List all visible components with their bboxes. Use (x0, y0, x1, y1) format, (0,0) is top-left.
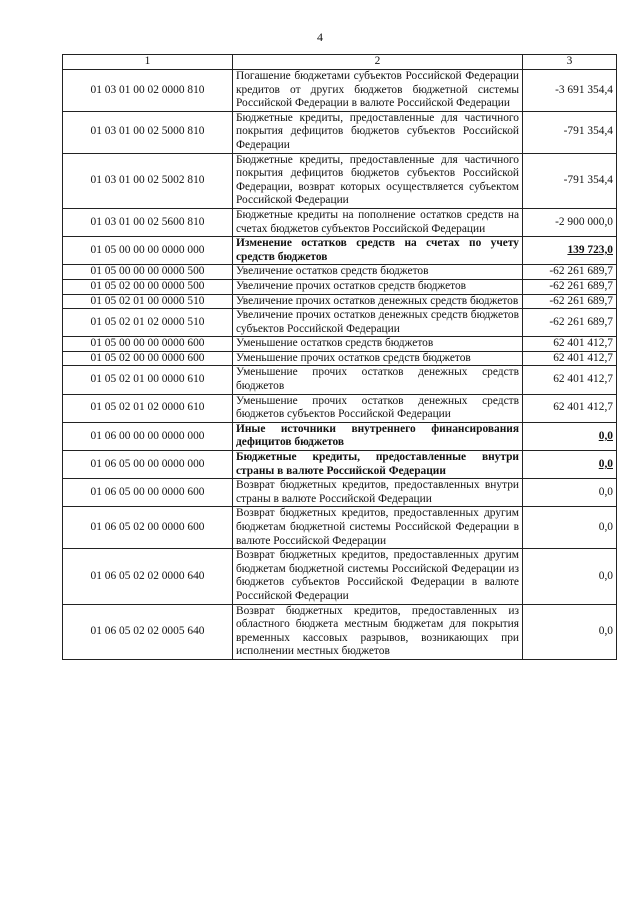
name-cell: Уменьшение прочих остатков денежных средств бюджетов (233, 366, 523, 394)
column-header-code: 1 (63, 55, 233, 70)
table-row (63, 265, 617, 280)
code-cell: 01 05 02 00 00 0000 600 (63, 351, 233, 366)
name-cell: Бюджетные кредиты, предоставленные для частичного покрытия дефицитов бюджетов субъектов Российской Федерации (233, 111, 523, 153)
code-cell: 01 05 02 01 02 0000 610 (63, 394, 233, 422)
amount-cell: 62 401 412,7 (523, 366, 617, 394)
code-cell: 01 06 00 00 00 0000 000 (63, 422, 233, 450)
table-row (63, 507, 617, 549)
name-cell: Возврат бюджетных кредитов, предоставленных из областного бюджета местным бюджетам для покрытия временных кассовых разрывов, возникающих при исполнении местных бюджетов (233, 604, 523, 659)
amount-cell: -62 261 689,7 (523, 265, 617, 280)
amount-cell: -2 900 000,0 (523, 208, 617, 236)
name-cell: Увеличение остатков средств бюджетов (233, 265, 523, 280)
code-cell: 01 05 02 01 00 0000 610 (63, 366, 233, 394)
table-row (63, 309, 617, 337)
code-cell: 01 03 01 00 02 5600 810 (63, 208, 233, 236)
code-cell: 01 06 05 00 00 0000 600 (63, 479, 233, 507)
table-row (63, 208, 617, 236)
amount-cell: 0,0 (523, 451, 617, 479)
table-row (63, 351, 617, 366)
name-cell: Бюджетные кредиты, предоставленные внутри страны в валюте Российской Федерации (233, 451, 523, 479)
amount-cell: 0,0 (523, 479, 617, 507)
table-row (63, 279, 617, 294)
table-row (63, 549, 617, 604)
amount-cell: 62 401 412,7 (523, 337, 617, 352)
name-cell: Возврат бюджетных кредитов, предоставленных другим бюджетам бюджетной системы Российской Федерации из бюджетов субъектов Российской Федерации в валюте Российской Федерации (233, 549, 523, 604)
table-row (63, 479, 617, 507)
table-row (63, 294, 617, 309)
amount-cell: -791 354,4 (523, 111, 617, 153)
code-cell: 01 06 05 00 00 0000 000 (63, 451, 233, 479)
table-row (63, 604, 617, 659)
code-cell: 01 06 05 02 02 0000 640 (63, 549, 233, 604)
name-cell: Погашение бюджетами субъектов Российской Федерации кредитов от других бюджетов бюджетной системы Российской Федерации в валюте Российской Федерации (233, 70, 523, 112)
table-row (63, 422, 617, 450)
amount-cell: -3 691 354,4 (523, 70, 617, 112)
code-cell: 01 05 02 00 00 0000 500 (63, 279, 233, 294)
amount-cell: -62 261 689,7 (523, 309, 617, 337)
amount-cell: 139 723,0 (523, 237, 617, 265)
amount-cell: 0,0 (523, 507, 617, 549)
table-header-row (63, 55, 617, 70)
amount-cell: -62 261 689,7 (523, 279, 617, 294)
table-row (63, 366, 617, 394)
amount-cell: 0,0 (523, 604, 617, 659)
name-cell: Увеличение прочих остатков денежных средств бюджетов субъектов Российской Федерации (233, 309, 523, 337)
table-row (63, 111, 617, 153)
name-cell: Уменьшение прочих остатков средств бюджетов (233, 351, 523, 366)
budget-sources-table (62, 54, 617, 660)
name-cell: Увеличение прочих остатков средств бюджетов (233, 279, 523, 294)
name-cell: Иные источники внутреннего финансирования дефицитов бюджетов (233, 422, 523, 450)
name-cell: Уменьшение прочих остатков денежных средств бюджетов субъектов Российской Федерации (233, 394, 523, 422)
code-cell: 01 03 01 00 02 0000 810 (63, 70, 233, 112)
code-cell: 01 06 05 02 02 0005 640 (63, 604, 233, 659)
code-cell: 01 05 00 00 00 0000 600 (63, 337, 233, 352)
code-cell: 01 05 00 00 00 0000 000 (63, 237, 233, 265)
table-row (63, 394, 617, 422)
amount-cell: 0,0 (523, 549, 617, 604)
name-cell: Возврат бюджетных кредитов, предоставленных внутри страны в валюте Российской Федерации (233, 479, 523, 507)
amount-cell: 0,0 (523, 422, 617, 450)
code-cell: 01 05 00 00 00 0000 500 (63, 265, 233, 280)
page-number: 4 (317, 30, 323, 44)
table-row (63, 153, 617, 208)
code-cell: 01 06 05 02 00 0000 600 (63, 507, 233, 549)
name-cell: Бюджетные кредиты, предоставленные для частичного покрытия дефицитов бюджетов субъектов Российской Федерации, возврат которых осуществляется субъектом Российской Федерации (233, 153, 523, 208)
amount-cell: -62 261 689,7 (523, 294, 617, 309)
amount-cell: 62 401 412,7 (523, 394, 617, 422)
code-cell: 01 05 02 01 02 0000 510 (63, 309, 233, 337)
name-cell: Изменение остатков средств на счетах по учету средств бюджетов (233, 237, 523, 265)
name-cell: Возврат бюджетных кредитов, предоставленных другим бюджетам бюджетной системы Российской Федерации в валюте Российской Федерации (233, 507, 523, 549)
name-cell: Увеличение прочих остатков денежных средств бюджетов (233, 294, 523, 309)
column-header-amount: 3 (523, 55, 617, 70)
table-row (63, 337, 617, 352)
code-cell: 01 03 01 00 02 5000 810 (63, 111, 233, 153)
name-cell: Уменьшение остатков средств бюджетов (233, 337, 523, 352)
code-cell: 01 05 02 01 00 0000 510 (63, 294, 233, 309)
amount-cell: 62 401 412,7 (523, 351, 617, 366)
column-header-name: 2 (233, 55, 523, 70)
table-row (63, 237, 617, 265)
table-row (63, 70, 617, 112)
table-row (63, 451, 617, 479)
name-cell: Бюджетные кредиты на пополнение остатков средств на счетах бюджетов субъектов Российской Федерации (233, 208, 523, 236)
amount-cell: -791 354,4 (523, 153, 617, 208)
code-cell: 01 03 01 00 02 5002 810 (63, 153, 233, 208)
